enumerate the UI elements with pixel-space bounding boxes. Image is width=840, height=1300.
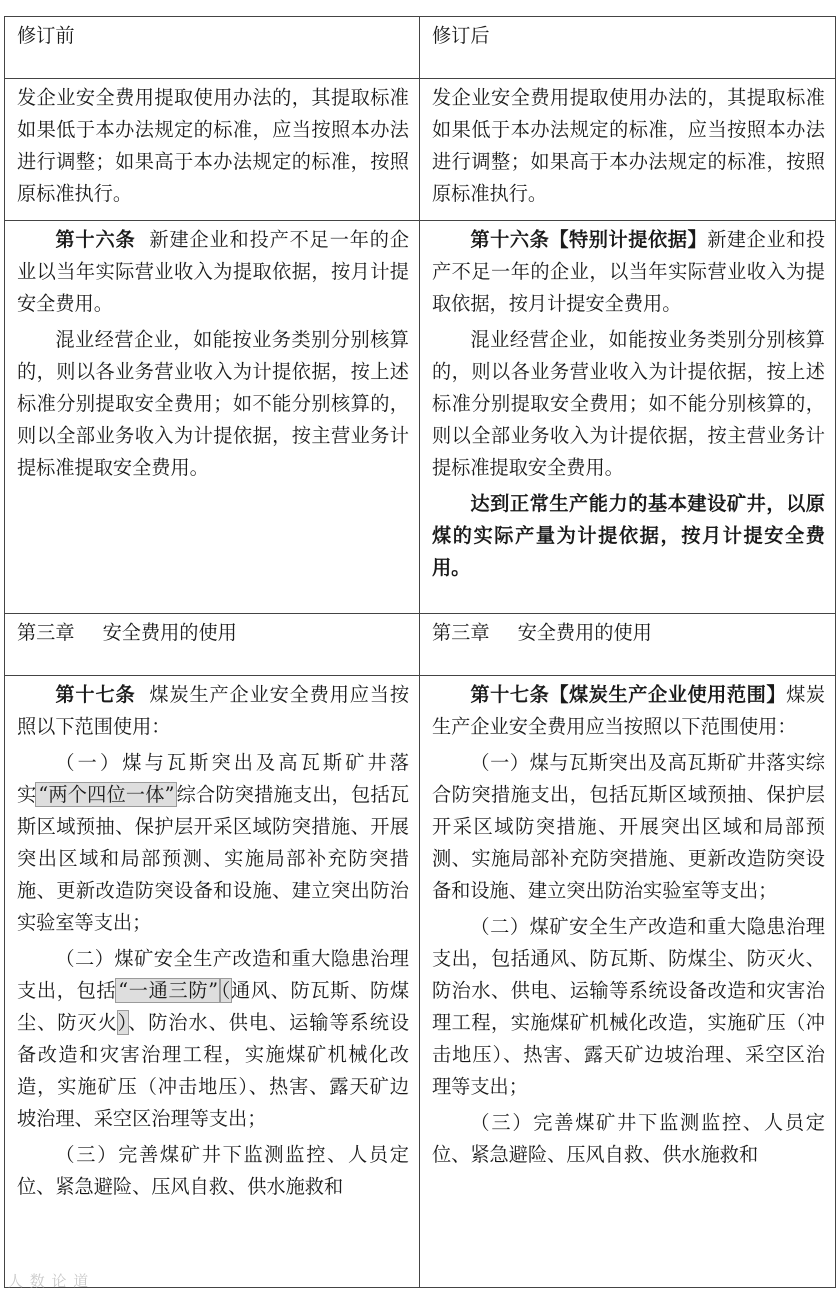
article-label: 第十六条 [470, 228, 550, 251]
item-text: 通风、防瓦斯、防煤尘、防灭火 [17, 979, 410, 1034]
highlighted-deletion: “一通三防” [118, 979, 219, 1002]
cell-before [5, 79, 420, 221]
article-text: 煤炭生产企业安全费用应当按照以下范围使用： [17, 683, 410, 738]
chapter-heading-before [5, 614, 420, 676]
cell-before [5, 676, 420, 1288]
cell-before [5, 221, 420, 614]
paragraph: 发企业安全费用提取使用办法的，其提取标准如果低于本办法规定的标准，应当按照本办法进行调整；如果高于本办法规定的标准，按照原标准执行。 [17, 86, 409, 205]
article-label: 第十七条 [470, 683, 550, 706]
article-text: 煤炭生产企业安全费用应当按照以下范围使用： [432, 683, 826, 738]
article-title: 【煤炭生产企业使用范围】 [549, 683, 787, 706]
paragraph [17, 224, 409, 320]
watermark-logo: 人 数 论 道 [8, 1272, 90, 1290]
paragraph: 混业经营企业，如能按业务类别分别核算的，则以各业务营业收入为计提依据，按上述标准分别提取安全费用；如不能分别核算的，则以全部业务收入为计提依据，按主营业务计提标准提取安全费用。 [17, 328, 409, 479]
paragraph [17, 679, 409, 743]
chapter-title: 安全费用的使用 [102, 621, 237, 644]
cell-after [420, 221, 836, 614]
paragraph: 混业经营企业，如能按业务类别分别核算的，则以各业务营业收入为计提依据，按上述标准分别提取安全费用；如不能分别核算的，则以全部业务收入为计提依据，按主营业务计提标准提取安全费用。 [432, 328, 825, 479]
item-text: （二）煤矿安全生产改造和重大隐患治理支出，包括 [17, 947, 409, 1002]
chapter-number: 第三章 [17, 621, 75, 644]
paragraph: （三）完善煤矿井下监测监控、人员定位、紧急避险、压风自救、供水施救和 [17, 1143, 409, 1198]
highlighted-bracket: ） [117, 1011, 129, 1034]
paragraph: 发企业安全费用提取使用办法的，其提取标准如果低于本办法规定的标准，应当按照本办法进行调整；如果高于本办法规定的标准，按照原标准执行。 [432, 86, 825, 205]
item-text: （一）煤与瓦斯突出及高瓦斯矿井落实 [17, 751, 409, 806]
row-article-17 [5, 676, 836, 1288]
paragraph [17, 943, 409, 1135]
article-label: 第十六条 [55, 228, 136, 251]
article-label: 第十七条 [55, 683, 136, 706]
added-paragraph: 达到正常生产能力的基本建设矿井，以原煤的实际产量为计提依据，按月计提安全费用。 [432, 492, 825, 579]
article-text: 新建企业和投产不足一年的企业，以当年实际营业收入为提取依据，按月计提安全费用。 [432, 228, 826, 315]
header-after: 修订后 [420, 17, 836, 79]
article-title: 【特别计提依据】 [549, 228, 708, 251]
item-text: 综合防突措施支出，包括瓦斯区域预抽、保护层开采区域防突措施、开展突出区域和局部预测、实施局部补充防突措施、更新改造防突设备和设施、建立突出防治实验室等支出； [17, 783, 410, 934]
paragraph: （二）煤矿安全生产改造和重大隐患治理支出，包括通风、防瓦斯、防煤尘、防灭火、防治水、供电、运输等系统设备改造和灾害治理工程，实施煤矿机械化改造，实施矿压（冲击地压）、热害、露天矿边坡治理、采空区治理等支出； [432, 915, 825, 1098]
chapter-number: 第三章 [432, 621, 490, 644]
article-text: 新建企业和投产不足一年的企业以当年实际营业收入为提取依据，按月计提安全费用。 [17, 228, 410, 315]
header-before: 修订前 [5, 17, 420, 79]
paragraph: （三）完善煤矿井下监测监控、人员定位、紧急避险、压风自救、供水施救和 [432, 1111, 825, 1166]
paragraph [432, 224, 825, 320]
cell-after [420, 676, 836, 1288]
cell-after [420, 79, 836, 221]
row-article-16 [5, 221, 836, 614]
paragraph [17, 747, 409, 939]
chapter-heading-after [420, 614, 836, 676]
chapter-row [5, 614, 836, 676]
header-row [5, 17, 836, 79]
highlighted-bracket: （ [220, 979, 231, 1002]
highlighted-deletion: “两个四位一体” [38, 783, 175, 806]
item-text: 、防治水、供电、运输等系统设备改造和灾害治理工程，实施煤矿机械化改造，实施矿压（冲击地压）、热害、露天矿边坡治理、采空区治理等支出； [17, 1011, 410, 1130]
paragraph: （一）煤与瓦斯突出及高瓦斯矿井落实综合防突措施支出，包括瓦斯区域预抽、保护层开采区域防突措施、开展突出区域和局部预测、实施局部补充防突措施、更新改造防突设备和设施、建立突出防治实验室等支出； [432, 751, 825, 902]
comparison-table [4, 16, 836, 1288]
row-continued-text [5, 79, 836, 221]
paragraph [432, 679, 825, 743]
chapter-title: 安全费用的使用 [517, 621, 652, 644]
